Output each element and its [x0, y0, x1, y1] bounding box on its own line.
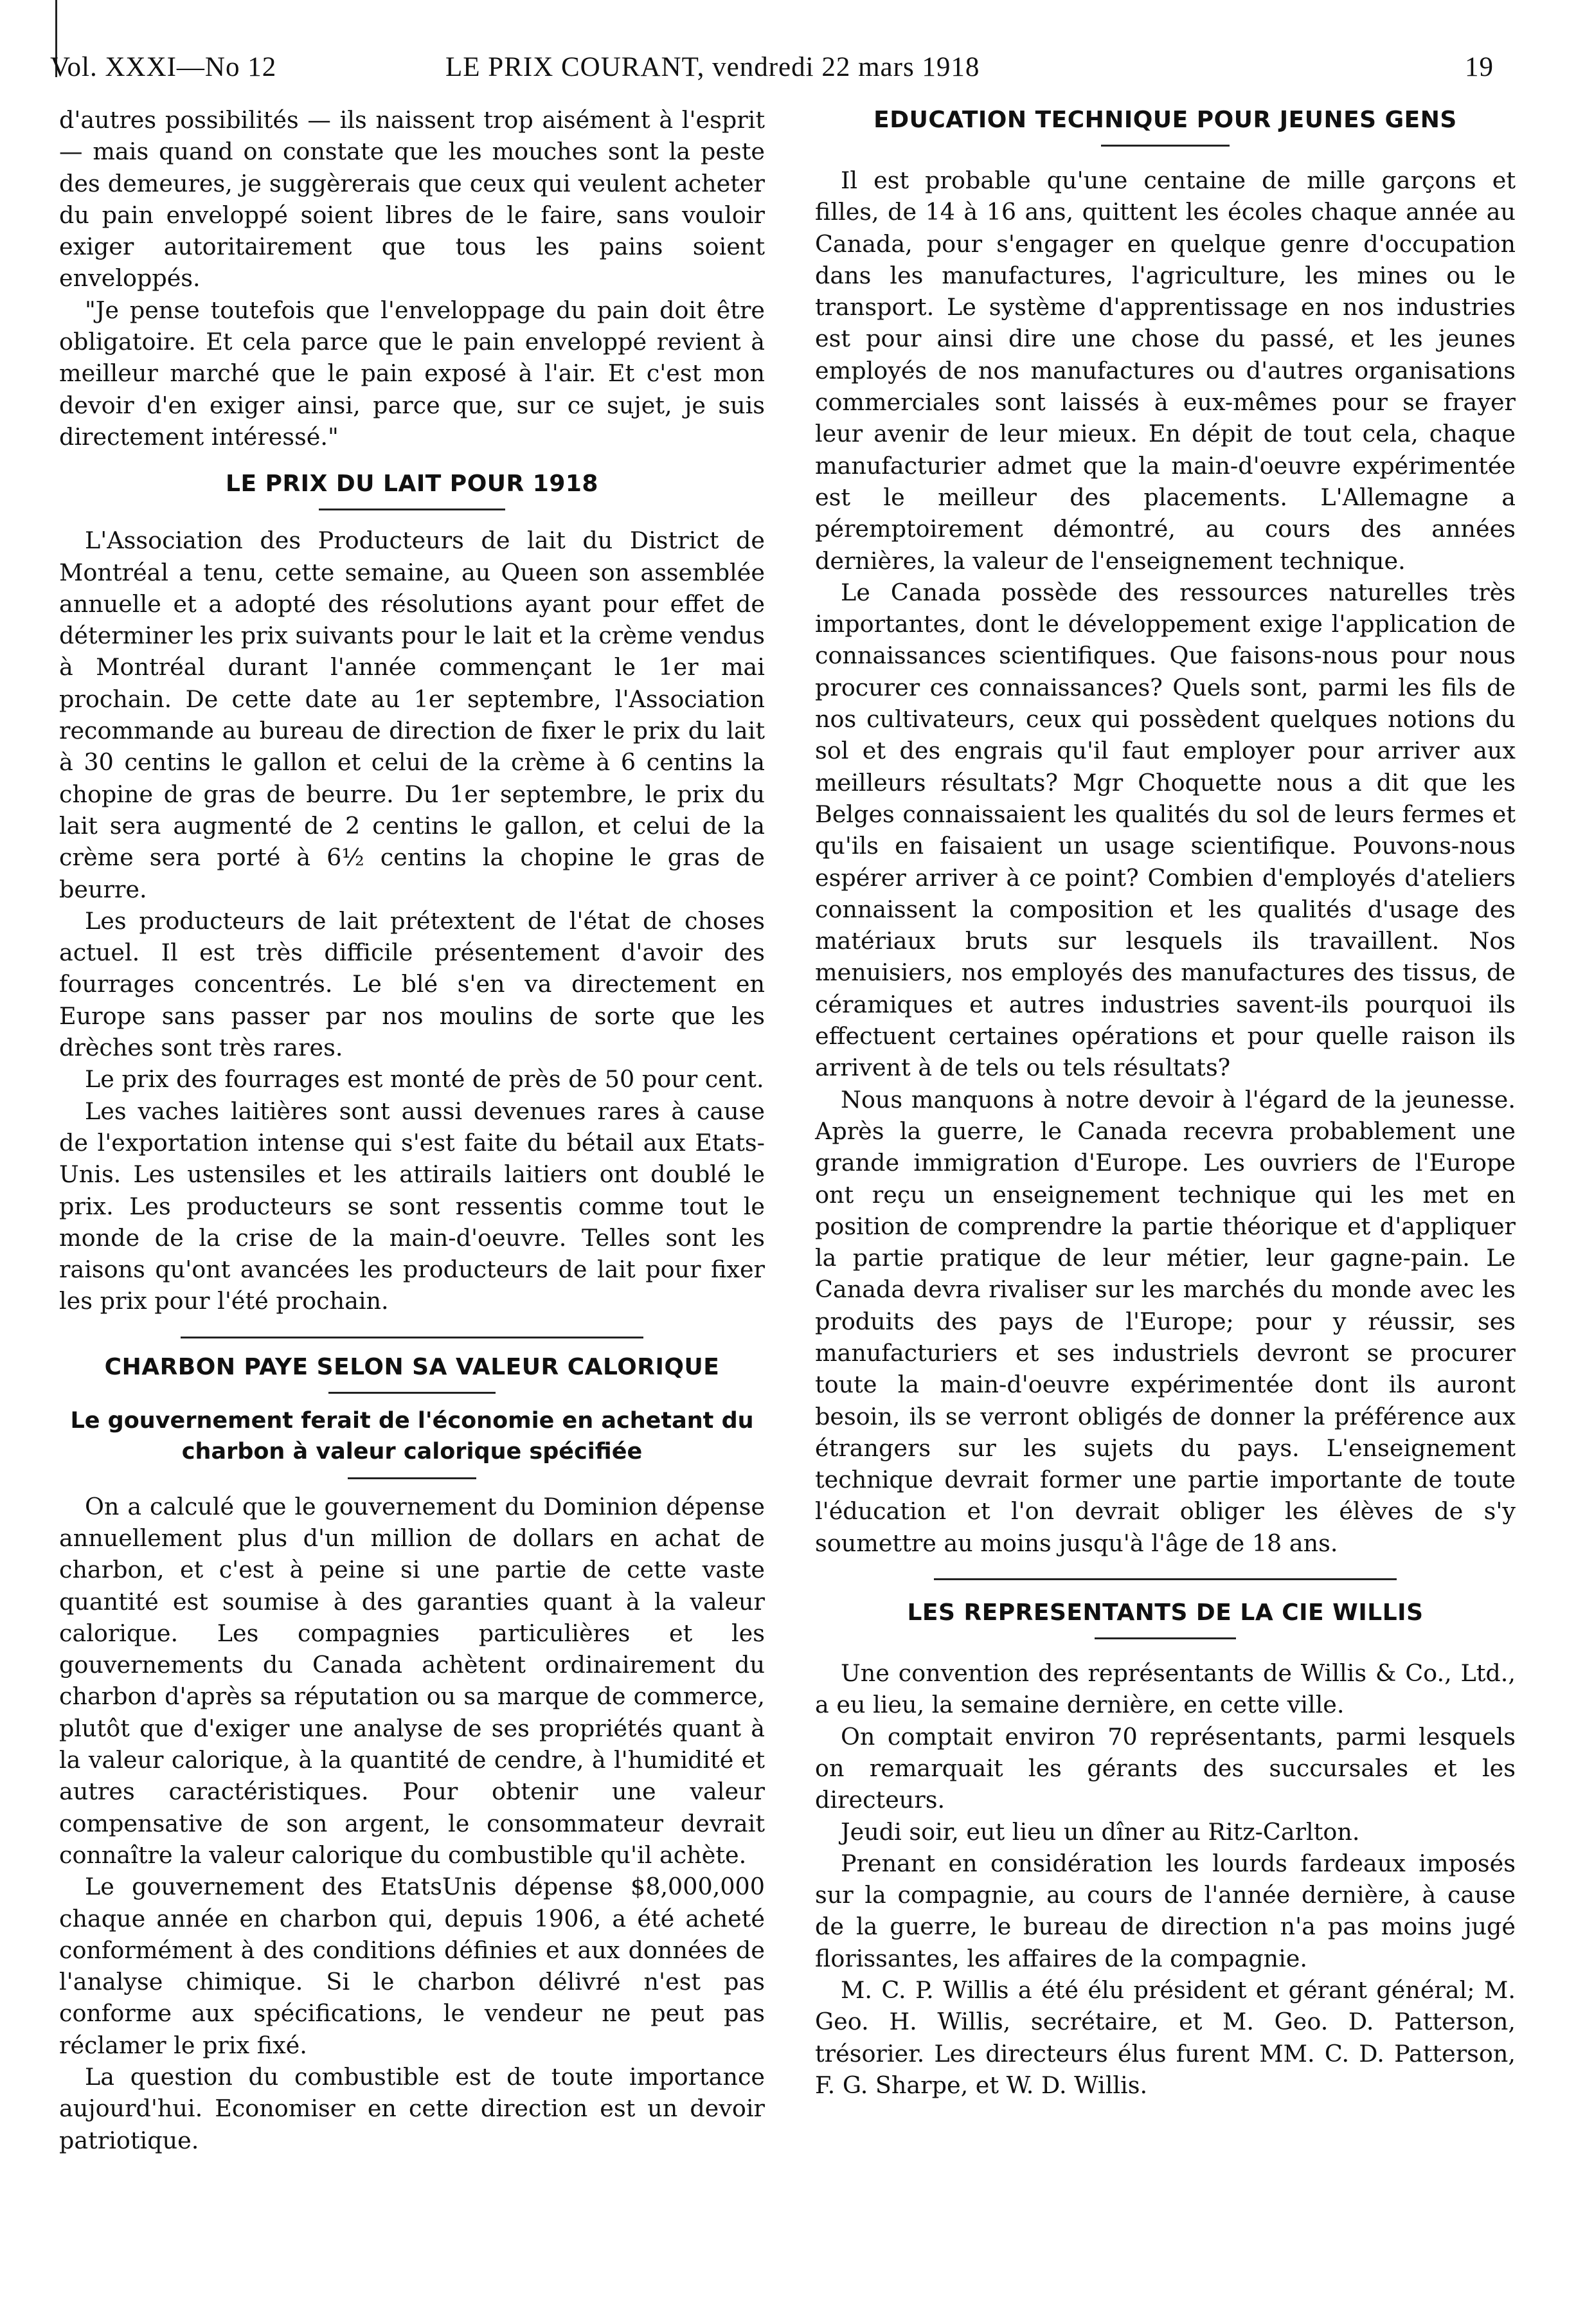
- section-rule: [934, 1578, 1397, 1580]
- section-rule: [181, 1337, 643, 1338]
- article-paragraph: Les vaches laitières sont aussi devenues rares à cause de l'exportation intense qui s'est faite du bétail aux Etats-Unis. Les ustensiles et les attirails laitiers ont doublé le prix. Les producteurs se sont ressentis comme tout le monde de la crise de la main-d'oeuvre. Telles sont les raisons qu'ont avancées les producteurs de lait pour fixer les prix pour l'été prochain.: [59, 1097, 765, 1315]
- page-number: 19: [1465, 52, 1494, 82]
- heading-rule: [328, 1392, 496, 1394]
- willis-article-heading: LES REPRESENTANTS DE LA CIE WILLIS: [907, 1599, 1424, 1626]
- article-paragraph: Nous manquons à notre devoir à l'égard de la jeunesse. Après la guerre, le Canada recevra probablement une grande immigration d'Europe. Les ouvriers de l'Europe ont reçu un enseignement technique qui les met en position de comprendre la partie théorique et d'appliquer la partie pratique de leur métier, leur gagne-pain. Le Canada devra rivaliser sur les marchés du monde avec les produits des pays de l'Europe; pour y réussir, ses manufacturiers et ses industriels devront se procurer toute la main-d'oeuvre expérimentée dont ils auront besoin, ils se verront obligés de donner la préférence aux étrangers sur les sujets du pays. L'enseignement technique devrait former une partie importante de toute l'éducation et l'on devrait obliger les élèves de s'y soumettre au moins jusqu'à l'âge de 18 ans.: [815, 1085, 1516, 1557]
- heading-rule: [1101, 145, 1230, 147]
- article-paragraph: On comptait environ 70 représentants, parmi lesquels on remarquait les gérants des succursales et les directeurs.: [815, 1722, 1516, 1814]
- left-column: [59, 104, 765, 2156]
- coal-article-heading: CHARBON PAYE SELON SA VALEUR CALORIQUE: [104, 1353, 720, 1380]
- intro-paragraph: "Je pense toutefois que l'enveloppage du pain doit être obligatoire. Et cela parce que le pain enveloppé revient à meilleur marché que le pain exposé à l'air. Et c'est mon devoir d'en exiger ainsi, parce que, sur ce sujet, je suis directement intéressé.": [59, 296, 765, 451]
- heading-rule: [1095, 1637, 1236, 1639]
- article-paragraph: M. C. P. Willis a été élu président et gérant général; M. Geo. H. Willis, secrétaire, et M. Geo. D. Patterson, trésorier. Les directeurs élus furent MM. C. D. Patterson, F. G. Sharpe, et W. D. Willis.: [815, 1976, 1516, 2099]
- coal-article-subheading: Le gouvernement ferait de l'économie en achetant du charbon à valeur calorique spécifiée: [70, 1407, 754, 1464]
- right-column: [815, 104, 1516, 2101]
- article-paragraph: Il est probable qu'une centaine de mille garçons et filles, de 14 à 16 ans, quittent les écoles chaque année au Canada, pour s'engager en quelque genre d'occupation dans les manufactures, l'agriculture, les mines ou le transport. Le système d'apprentissage en nos industries est pour ainsi dire une chose du passé, et les jeunes employés de nos manufactures ou d'autres organisations commerciales sont laissés à eux-mêmes pour se frayer leur avenir de leur mieux. En dépit de tout cela, chaque manufacturier admet que la main-d'oeuvre expérimentée est le meilleur des placements. L'Allemagne a péremptoirement démontré, au cours des années dernières, la valeur de l'enseignement technique.: [815, 167, 1516, 575]
- heading-rule: [319, 509, 505, 510]
- article-paragraph: Le gouvernement des EtatsUnis dépense $8,000,000 chaque année en charbon qui, depuis 1906, a été acheté conformément à des conditions définies et aux données de l'analyse chimique. Si le charbon délivré n'est pas conforme aux spécifications, le vendeur ne peut pas réclamer le prix fixé.: [59, 1873, 765, 2059]
- article-paragraph: La question du combustible est de toute importance aujourd'hui. Economiser en cette direction est un devoir patriotique.: [59, 2063, 765, 2154]
- education-article-heading: EDUCATION TECHNIQUE POUR JEUNES GENS: [873, 107, 1457, 133]
- article-paragraph: Le Canada possède des ressources naturelles très importantes, dont le développement exige l'application de connaissances scientifiques. Que faisons-nous pour nous procurer ces connaissances? Quels sont, parmi les fils de nos cultivateurs, ceux qui possèdent quelques notions du sol et des engrais qu'il faut employer pour arriver aux meilleurs résultats? Mgr Choquette nous a dit que les Belges connaissaient les qualités du sol de leurs fermes et qu'ils en faisaient un usage scientifique. Pouvons-nous espérer arriver à ce point? Combien d'employés d'ateliers connaissent la composition et les qualités d'usage des matériaux bruts sur lesquels ils travaillent. Nos menuisiers, nos employés des manufactures des tissus, de céramiques et autres industries savent-ils pourquoi ils effectuent certaines opérations et pour quelle raison ils arrivent à de tels ou tels résultats?: [815, 578, 1516, 1082]
- article-paragraph: Les producteurs de lait prétextent de l'état de choses actuel. Il est très difficile présentement d'avoir des fourrages concentrés. Le blé s'en va directement en Europe sans passer par nos moulins de sorte que les drèches sont très rares.: [59, 906, 765, 1062]
- intro-paragraph: d'autres possibilités — ils naissent trop aisément à l'esprit — mais quand on constate que les mouches sont la peste des demeures, je suggèrerais que ceux qui veulent acheter du pain enveloppé soient libres de le faire, sans vouloir exiger autoritairement que tous les pains soient enveloppés.: [59, 106, 765, 293]
- heading-rule: [348, 1477, 476, 1479]
- article-paragraph: L'Association des Producteurs de lait du District de Montréal a tenu, cette semaine, au Queen son assemblée annuelle et a adopté des résolutions ayant pour effet de déterminer les prix suivants pour le lait et la crème vendus à Montréal durant l'année commençant le 1er mai prochain. De cette date au 1er septembre, l'Association recommande au bureau de direction de fixer le prix du lait à 30 centins le gallon et celui de la crème à 6 centins la chopine de gras de beurre. Du 1er septembre, le prix du lait sera augmenté de 2 centins le gallon, et celui de la crème sera porté à 6½ centins la chopine le gras de beurre.: [59, 527, 765, 903]
- article-paragraph: Prenant en considération les lourds fardeaux imposés sur la compagnie, au cours de l'année dernière, à cause de la guerre, le bureau de direction n'a pas moins jugé florissantes, les affaires de la compagnie.: [815, 1849, 1516, 1972]
- publication-title: LE PRIX COURANT, vendredi 22 mars 1918: [445, 52, 980, 82]
- article-paragraph: Le prix des fourrages est monté de près de 50 pour cent.: [85, 1065, 764, 1094]
- article-paragraph: Une convention des représentants de Willis & Co., Ltd., a eu lieu, la semaine dernière, en cette ville.: [815, 1659, 1516, 1719]
- article-paragraph: On a calculé que le gouvernement du Dominion dépense annuellement plus d'un million de dollars en achat de charbon, et c'est à peine si une partie de cette vaste quantité est soumise à des garanties quant à la valeur calorique. Les compagnies particulières et les gouvernements du Canada achètent ordinairement du charbon d'après sa réputation ou sa marque de commerce, plutôt que d'exiger une analyse de ses propriétés quant à la valeur calorique, à la quantité de cendre, à l'humidité et autres caractéristiques. Pour obtenir une valeur compensative de son argent, le consommateur devrait connaître la valeur calorique du combustible qu'il achète.: [59, 1492, 765, 1869]
- page-header: [50, 51, 1494, 96]
- milk-article-heading: LE PRIX DU LAIT POUR 1918: [226, 471, 598, 498]
- volume-number: Vol. XXXI—No 12: [50, 52, 277, 82]
- article-paragraph: Jeudi soir, eut lieu un dîner au Ritz-Carlton.: [841, 1817, 1360, 1846]
